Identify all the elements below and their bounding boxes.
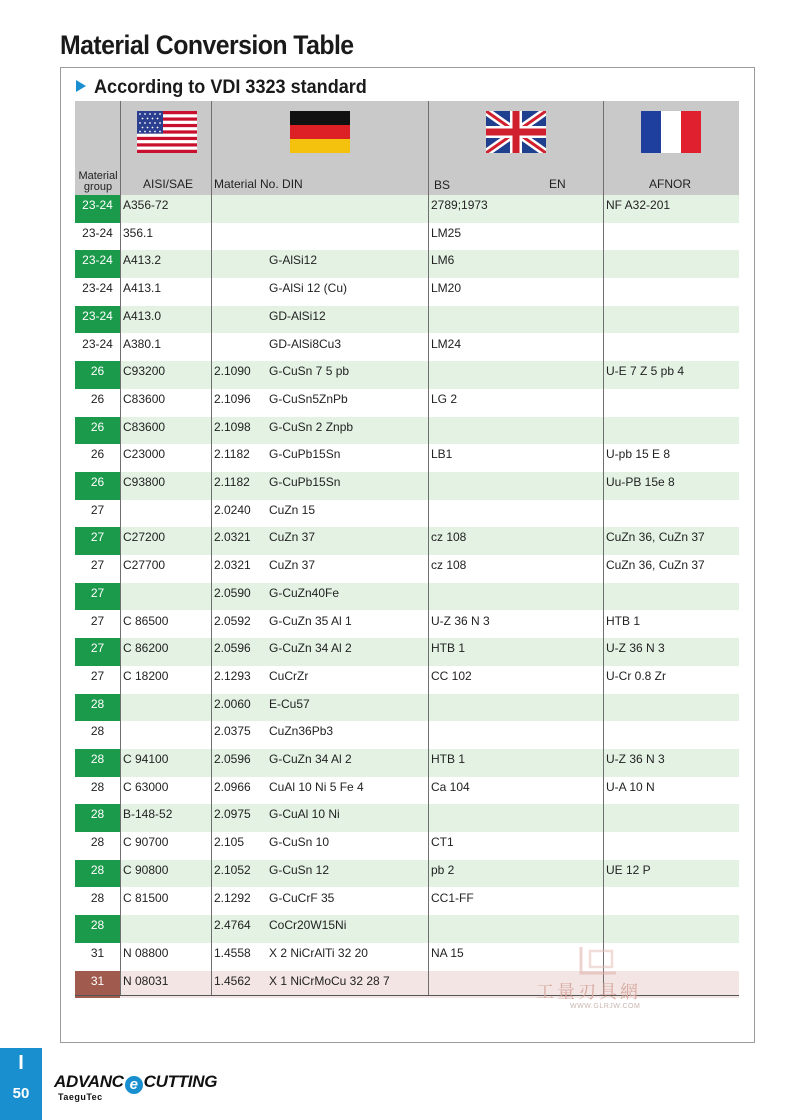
table-row: [75, 500, 739, 528]
aisi-cell: C 18200: [123, 668, 169, 683]
afnor-cell: U-Z 36 N 3: [606, 641, 665, 656]
material-no-cell: 2.0966: [214, 779, 251, 794]
material-group-cell: 28: [75, 749, 120, 777]
material-group-cell: 28: [90, 779, 105, 794]
header-din: Material No. DIN: [214, 177, 303, 191]
din-cell: CoCr20W15Ni: [269, 918, 347, 933]
table-row: [75, 223, 739, 251]
table-row: [75, 361, 739, 389]
bs-cell: LM6: [431, 253, 455, 268]
material-group-cell: 27: [90, 668, 105, 683]
bs-cell: cz 108: [431, 530, 467, 545]
aisi-cell: A380.1: [123, 336, 162, 351]
din-cell: GD-AlSi12: [269, 308, 326, 323]
table-row: [75, 721, 739, 749]
table-row: [75, 195, 739, 223]
material-no-cell: 2.0375: [214, 724, 251, 739]
aisi-cell: C93200: [123, 364, 166, 379]
aisi-cell: C 86200: [123, 641, 169, 656]
table-row: [75, 804, 739, 832]
afnor-cell: U-Z 36 N 3: [606, 752, 665, 766]
column-divider: [603, 101, 604, 195]
table-row: [75, 777, 739, 805]
din-cell: CuCrZr: [269, 668, 309, 683]
material-no-cell: 2.0975: [214, 807, 251, 822]
table-row: [75, 860, 739, 888]
material-no-cell: 2.0592: [214, 613, 251, 628]
material-group-cell: 23-24: [75, 250, 120, 278]
column-divider: [428, 195, 429, 995]
bs-cell: CC 102: [431, 668, 472, 683]
material-group-cell: 26: [90, 391, 105, 406]
aisi-cell: N 08800: [123, 945, 169, 960]
uk-flag-icon: [486, 111, 546, 153]
afnor-cell: CuZn 36, CuZn 37: [606, 558, 705, 573]
column-divider: [603, 195, 604, 995]
header-afnor: AFNOR: [649, 177, 691, 191]
material-no-cell: 2.105: [214, 835, 245, 850]
table-row: [75, 832, 739, 860]
material-group-cell: 27: [75, 638, 120, 666]
material-no-cell: 2.1182: [214, 447, 250, 462]
material-no-cell: 2.1293: [214, 668, 251, 683]
watermark-text: 工量刃具網: [536, 982, 641, 1002]
material-group-cell: 26: [75, 472, 120, 500]
bs-cell: LM25: [431, 225, 462, 240]
din-cell: X 2 NiCrAlTi 32 20: [269, 945, 368, 960]
subtitle-text: According to VDI 3323 standard: [94, 77, 367, 98]
din-cell: X 1 NiCrMoCu 32 28 7: [269, 973, 390, 988]
afnor-cell: NF A32-201: [606, 198, 671, 212]
column-divider: [428, 101, 429, 195]
afnor-cell: HTB 1: [606, 613, 641, 628]
din-cell: G-CuZn 35 Al 1: [269, 613, 352, 628]
aisi-cell: C83600: [123, 391, 166, 406]
material-no-cell: 1.4562: [214, 973, 251, 988]
bs-cell: CC1-FF: [431, 890, 474, 905]
material-group-cell: 23-24: [75, 306, 120, 334]
din-cell: G-CuAl 10 Ni: [269, 807, 340, 822]
din-cell: G-AlSi12: [269, 253, 318, 268]
bs-cell: CT1: [431, 835, 454, 850]
table-row: [75, 527, 739, 555]
material-group-cell: 23-24: [82, 336, 113, 351]
germany-flag-icon: [290, 111, 350, 153]
din-cell: G-CuSn5ZnPb: [269, 391, 348, 406]
section-letter: I: [18, 1052, 24, 1074]
aisi-cell: B-148-52: [123, 807, 173, 822]
din-cell: CuZn36Pb3: [269, 724, 334, 739]
material-no-cell: 2.1182: [214, 475, 250, 489]
table-row: [75, 444, 739, 472]
bs-cell: LB1: [431, 447, 453, 462]
bs-cell: U-Z 36 N 3: [431, 613, 490, 628]
material-no-cell: 2.1098: [214, 419, 251, 434]
afnor-cell: Uu-PB 15e 8: [606, 475, 675, 489]
aisi-cell: C 86500: [123, 613, 169, 628]
france-flag-icon: [641, 111, 701, 153]
aisi-cell: C83600: [123, 419, 166, 434]
table-row: [75, 417, 739, 445]
material-group-cell: 23-24: [82, 281, 113, 296]
aisi-cell: C 94100: [123, 752, 169, 766]
aisi-cell: C 63000: [123, 779, 169, 794]
material-group-cell: 28: [75, 915, 120, 943]
table-row: [75, 583, 739, 611]
material-group-cell: 27: [90, 613, 105, 628]
bs-cell: cz 108: [431, 558, 467, 573]
table-row: [75, 555, 739, 583]
table-row: [75, 306, 739, 334]
material-group-cell: 28: [90, 890, 105, 905]
afnor-cell: CuZn 36, CuZn 37: [606, 530, 705, 545]
din-cell: G-CuZn40Fe: [269, 585, 340, 600]
aisi-cell: C 90800: [123, 862, 169, 877]
table-row: [75, 472, 739, 500]
column-divider: [120, 101, 121, 195]
material-group-cell: 23-24: [82, 225, 113, 240]
bs-cell: pb 2: [431, 862, 455, 877]
header-group-line1: Material: [78, 170, 118, 182]
aisi-cell: A356-72: [123, 198, 169, 212]
material-no-cell: 2.1052: [214, 862, 251, 877]
material-group-cell: 26: [90, 447, 105, 462]
header-material-group: [76, 171, 120, 193]
material-group-cell: 27: [75, 527, 120, 555]
material-group-cell: 31: [75, 971, 120, 999]
material-no-cell: 2.0596: [214, 752, 251, 766]
material-group-cell: 28: [90, 724, 105, 739]
table-row: [75, 749, 739, 777]
usa-flag-icon: [137, 111, 197, 153]
din-cell: GD-AlSi8Cu3: [269, 336, 342, 351]
din-cell: G-CuSn 12: [269, 862, 330, 877]
bs-cell: LM20: [431, 281, 462, 296]
table-row: [75, 638, 739, 666]
aisi-cell: N 08031: [123, 973, 169, 988]
bs-cell: LG 2: [431, 391, 458, 406]
page-number: 50: [12, 1085, 30, 1102]
aisi-cell: C27200: [123, 530, 166, 545]
table-row: [75, 278, 739, 306]
aisi-cell: C 81500: [123, 890, 169, 905]
table-row: [75, 666, 739, 694]
header-bs: BS: [434, 178, 451, 192]
material-no-cell: 2.0060: [214, 696, 251, 711]
brand-right: CUTTING: [143, 1072, 218, 1091]
bs-cell: LM24: [431, 336, 462, 351]
din-cell: G-CuSn 2 Znpb: [269, 419, 354, 434]
material-group-cell: 28: [90, 835, 105, 850]
din-cell: CuZn 15: [269, 502, 316, 517]
material-no-cell: 2.0596: [214, 641, 251, 656]
table-row: [75, 915, 739, 943]
din-cell: CuAl 10 Ni 5 Fe 4: [269, 779, 364, 794]
header-aisi: AISI/SAE: [143, 177, 194, 191]
table-row: [75, 611, 739, 639]
material-group-cell: 31: [90, 945, 105, 960]
afnor-cell: U-A 10 N: [606, 779, 655, 794]
material-group-cell: 26: [75, 417, 120, 445]
material-group-cell: 28: [75, 804, 120, 832]
watermark-url: WWW.GLRJW.COM: [570, 1003, 641, 1010]
material-group-cell: 28: [75, 860, 120, 888]
material-group-cell: 28: [75, 694, 120, 722]
column-divider: [120, 195, 121, 995]
aisi-cell: C 90700: [123, 835, 169, 850]
brand-logo: [54, 1072, 217, 1094]
material-no-cell: 2.1292: [214, 890, 251, 905]
material-group-cell: 26: [75, 361, 120, 389]
brand-left: ADVANC: [54, 1072, 124, 1091]
table-row: [75, 334, 739, 362]
bs-cell: 2789;1973: [431, 198, 488, 212]
aisi-cell: A413.1: [123, 281, 162, 296]
din-cell: CuZn 37: [269, 558, 316, 573]
aisi-cell: C23000: [123, 447, 166, 462]
din-cell: G-CuSn 10: [269, 835, 330, 850]
din-cell: G-CuZn 34 Al 2: [269, 752, 352, 766]
column-divider: [211, 101, 212, 195]
din-cell: CuZn 37: [269, 530, 316, 545]
afnor-cell: U-pb 15 E 8: [606, 447, 671, 462]
aisi-cell: C93800: [123, 475, 166, 489]
material-no-cell: 2.0321: [214, 558, 251, 573]
brand-sub: TaeguTec: [58, 1092, 103, 1102]
material-no-cell: 2.4764: [214, 918, 251, 933]
material-group-cell: 23-24: [75, 195, 120, 223]
afnor-cell: U-E 7 Z 5 pb 4: [606, 364, 685, 379]
din-cell: G-AlSi 12 (Cu): [269, 281, 348, 296]
header-group-line2: group: [83, 181, 113, 193]
page-title: Material Conversion Table: [60, 30, 354, 60]
material-group-cell: 27: [90, 558, 105, 573]
table-row: [75, 250, 739, 278]
din-cell: E-Cu57: [269, 696, 310, 711]
material-no-cell: 2.0240: [214, 502, 251, 517]
din-cell: G-CuCrF 35: [269, 890, 335, 905]
aisi-cell: A413.0: [123, 308, 162, 323]
table-row: [75, 694, 739, 722]
bs-cell: NA 15: [431, 945, 464, 960]
bs-cell: Ca 104: [431, 779, 470, 794]
afnor-cell: UE 12 P: [606, 862, 651, 877]
material-group-cell: 27: [75, 583, 120, 611]
table-row: [75, 389, 739, 417]
section-tab: [0, 1048, 42, 1120]
table-row: [75, 888, 739, 916]
material-no-cell: 2.1096: [214, 391, 251, 406]
aisi-cell: C27700: [123, 558, 166, 573]
afnor-cell: U-Cr 0.8 Zr: [606, 668, 666, 683]
material-no-cell: 2.0321: [214, 530, 251, 545]
material-group-cell: 27: [90, 502, 105, 517]
table-header: [75, 101, 739, 195]
din-cell: G-CuZn 34 Al 2: [269, 641, 352, 656]
brand-e-icon: e: [125, 1076, 143, 1094]
triangle-bullet-icon: [76, 80, 86, 92]
material-no-cell: 2.0590: [214, 585, 251, 600]
section-subtitle: [76, 77, 381, 99]
din-cell: G-CuPb15Sn: [269, 475, 341, 489]
header-en: EN: [549, 177, 566, 191]
column-divider: [211, 195, 212, 995]
bs-cell: HTB 1: [431, 641, 466, 656]
din-cell: G-CuPb15Sn: [269, 447, 341, 462]
aisi-cell: 356.1: [123, 225, 154, 240]
aisi-cell: A413.2: [123, 253, 162, 268]
material-no-cell: 2.1090: [214, 364, 251, 379]
bs-cell: HTB 1: [431, 752, 466, 766]
din-cell: G-CuSn 7 5 pb: [269, 364, 350, 379]
material-no-cell: 1.4558: [214, 945, 251, 960]
